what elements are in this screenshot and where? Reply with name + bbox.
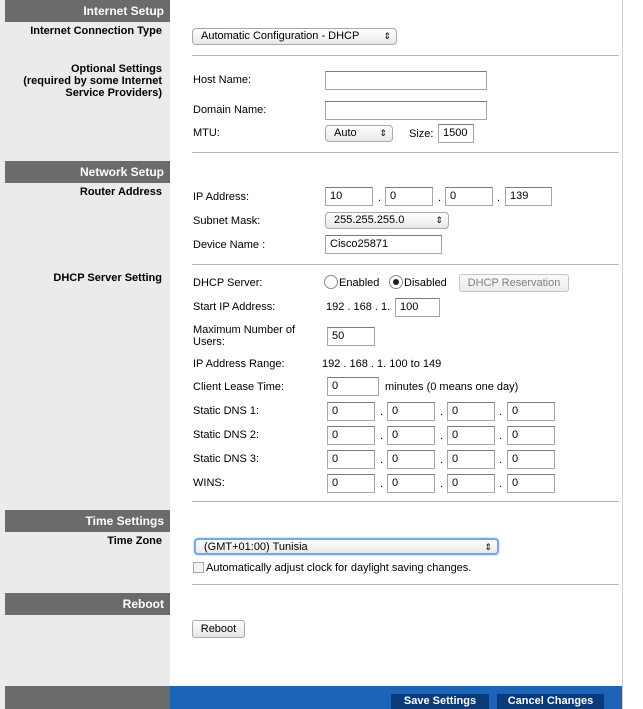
dns2-octet-1[interactable]: 0	[327, 426, 375, 445]
dns3-octet-3[interactable]: 0	[447, 450, 495, 469]
dhcp-enabled-label: Enabled	[339, 277, 380, 289]
mtu-size-label: Size:	[409, 128, 434, 140]
dhcp-disabled-label: Disabled	[404, 277, 447, 289]
time-zone-value: (GMT+01:00) Tunisia	[204, 541, 308, 553]
wins-octet-1[interactable]: 0	[327, 474, 375, 493]
dot-separator: .	[499, 406, 503, 418]
section-reboot: Reboot	[5, 593, 170, 615]
host-name-input[interactable]	[325, 71, 487, 90]
dns3-octet-4[interactable]: 0	[507, 450, 555, 469]
subnet-mask-label: Subnet Mask:	[193, 215, 261, 227]
label-router-address: Router Address	[79, 186, 162, 198]
divider	[192, 55, 619, 56]
wins-label: WINS:	[193, 477, 225, 489]
dot-separator: .	[440, 454, 444, 466]
device-name-input[interactable]: Cisco25871	[325, 235, 442, 254]
wins-octet-4[interactable]: 0	[507, 474, 555, 493]
dns1-octet-1[interactable]: 0	[327, 402, 375, 421]
dns3-label: Static DNS 3:	[193, 453, 260, 465]
wins-octet-2[interactable]: 0	[387, 474, 435, 493]
dhcp-enabled-radio[interactable]	[324, 275, 338, 289]
dot-separator: .	[499, 478, 503, 490]
divider	[192, 264, 619, 265]
start-ip-prefix: 192 . 168 . 1.	[326, 301, 391, 313]
right-border	[622, 0, 623, 709]
subnet-mask-select[interactable]	[325, 212, 449, 229]
domain-name-input[interactable]	[325, 101, 487, 120]
updown-arrows-icon: ⇕	[383, 31, 391, 41]
section-network-setup: Network Setup	[5, 161, 170, 183]
lease-time-input[interactable]: 0	[327, 377, 379, 396]
footer-bar	[5, 686, 622, 709]
connection-type-value: Automatic Configuration - DHCP	[201, 30, 360, 42]
dns1-octet-2[interactable]: 0	[387, 402, 435, 421]
dhcp-reservation-button[interactable]: DHCP Reservation	[459, 274, 569, 292]
dot-separator: .	[499, 454, 503, 466]
mtu-size-input[interactable]: 1500	[438, 124, 474, 143]
ip-range-value: 192 . 168 . 1. 100 to 149	[322, 358, 442, 370]
dns1-octet-3[interactable]: 0	[447, 402, 495, 421]
dot-separator: .	[440, 406, 444, 418]
mtu-select[interactable]	[325, 125, 393, 142]
dot-separator: .	[380, 454, 384, 466]
host-name-label: Host Name:	[193, 74, 252, 86]
ip-octet-1[interactable]: 10	[325, 187, 373, 206]
cancel-changes-button[interactable]: Cancel Changes	[497, 694, 604, 709]
updown-arrows-icon: ⇕	[379, 128, 387, 138]
max-users-input[interactable]: 50	[327, 327, 375, 346]
dot-separator: .	[380, 478, 384, 490]
ip-range-label: IP Address Range:	[193, 358, 285, 370]
label-time-zone: Time Zone	[107, 535, 162, 547]
lease-time-label: Client Lease Time:	[193, 381, 285, 393]
label-optional-settings-sub1: (required by some Internet	[23, 75, 162, 87]
daylight-saving-label: Automatically adjust clock for daylight saving changes.	[206, 562, 472, 574]
ip-octet-2[interactable]: 0	[385, 187, 433, 206]
dns2-label: Static DNS 2:	[193, 429, 260, 441]
dot-separator: .	[440, 478, 444, 490]
label-dhcp-server-setting: DHCP Server Setting	[53, 272, 162, 284]
dns2-octet-4[interactable]: 0	[507, 426, 555, 445]
start-ip-last-octet[interactable]: 100	[395, 298, 440, 317]
dot-separator: .	[497, 192, 501, 204]
dot-separator: .	[380, 430, 384, 442]
subnet-mask-value: 255.255.255.0	[334, 214, 405, 226]
label-optional-settings: Optional Settings	[70, 63, 162, 75]
ip-octet-4[interactable]: 139	[505, 187, 552, 206]
section-time-settings: Time Settings	[5, 510, 170, 532]
divider	[192, 584, 619, 585]
time-zone-select[interactable]	[194, 538, 499, 555]
wins-octet-3[interactable]: 0	[447, 474, 495, 493]
connection-type-select[interactable]	[192, 28, 397, 45]
max-users-label-line1: Maximum Number of	[193, 324, 296, 336]
dot-separator: .	[440, 430, 444, 442]
dns3-octet-1[interactable]: 0	[327, 450, 375, 469]
dhcp-disabled-radio[interactable]	[389, 275, 403, 289]
divider	[192, 152, 619, 153]
dhcp-server-label: DHCP Server:	[193, 277, 263, 289]
save-settings-button[interactable]: Save Settings	[391, 694, 489, 709]
footer-left	[5, 686, 170, 709]
dns3-octet-2[interactable]: 0	[387, 450, 435, 469]
daylight-saving-checkbox[interactable]	[193, 562, 204, 573]
reboot-button[interactable]: Reboot	[192, 620, 245, 638]
mtu-value: Auto	[334, 127, 357, 139]
max-users-label-line2: Users:	[193, 336, 225, 348]
updown-arrows-icon: ⇕	[435, 215, 443, 225]
dot-separator: .	[380, 406, 384, 418]
device-name-label: Device Name :	[193, 239, 266, 251]
dot-separator: .	[438, 192, 442, 204]
lease-time-note: minutes (0 means one day)	[385, 381, 519, 393]
label-internet-connection-type: Internet Connection Type	[30, 25, 162, 37]
dns1-label: Static DNS 1:	[193, 405, 260, 417]
updown-arrows-icon: ⇕	[484, 542, 492, 552]
divider	[192, 501, 619, 502]
dot-separator: .	[499, 430, 503, 442]
section-internet-setup: Internet Setup	[5, 0, 170, 22]
dot-separator: .	[378, 192, 382, 204]
start-ip-label: Start IP Address:	[193, 301, 276, 313]
mtu-label: MTU:	[193, 127, 220, 139]
label-optional-settings-sub2: Service Providers)	[65, 87, 162, 99]
dns1-octet-4[interactable]: 0	[507, 402, 555, 421]
dns2-octet-2[interactable]: 0	[387, 426, 435, 445]
ip-octet-3[interactable]: 0	[445, 187, 493, 206]
domain-name-label: Domain Name:	[193, 104, 267, 116]
dns2-octet-3[interactable]: 0	[447, 426, 495, 445]
ip-address-label: IP Address:	[193, 191, 250, 203]
